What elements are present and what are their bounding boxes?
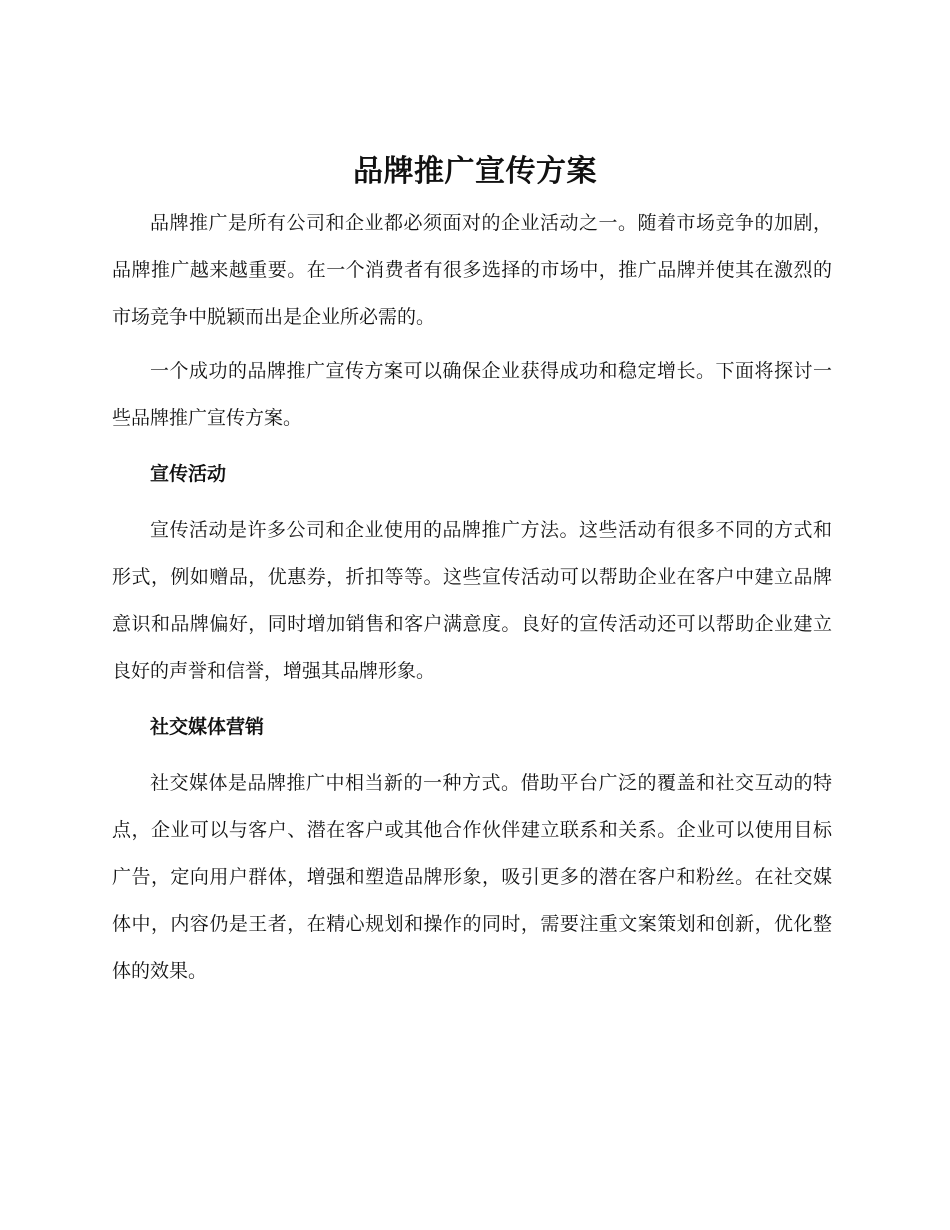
section-heading-social-media: 社交媒体营销	[150, 716, 265, 738]
intro-paragraph-1: 品牌推广是所有公司和企业都必须面对的企业活动之一。随着市场竞争的加剧，品牌推广越来越重要。在一个消费者有很多选择的市场中，推广品牌并使其在激烈的市场竞争中脱颖而出是企业所必需的。	[112, 212, 832, 328]
section-heading-promotion: 宣传活动	[150, 463, 227, 485]
intro-paragraph-2: 一个成功的品牌推广宣传方案可以确保企业获得成功和稳定增长。下面将探讨一些品牌推广宣传方案。	[112, 360, 832, 429]
section-body-social-media: 社交媒体是品牌推广中相当新的一种方式。借助平台广泛的覆盖和社交互动的特点，企业可以与客户、潜在客户或其他合作伙伴建立联系和关系。企业可以使用目标广告，定向用户群体，增强和塑造品牌形象，吸引更多的潜在客户和粉丝。在社交媒体中，内容仍是王者，在精心规划和操作的同时，需要注重文案策划和创新，优化整体的效果。	[112, 772, 832, 982]
document-body	[112, 200, 832, 995]
document-title: 品牌推广宣传方案	[353, 154, 597, 189]
section-body-promotion: 宣传活动是许多公司和企业使用的品牌推广方法。这些活动有很多不同的方式和形式，例如赠品，优惠券，折扣等等。这些宣传活动可以帮助企业在客户中建立品牌意识和品牌偏好，同时增加销售和客户满意度。良好的宣传活动还可以帮助企业建立良好的声誉和信誉，增强其品牌形象。	[112, 519, 832, 682]
